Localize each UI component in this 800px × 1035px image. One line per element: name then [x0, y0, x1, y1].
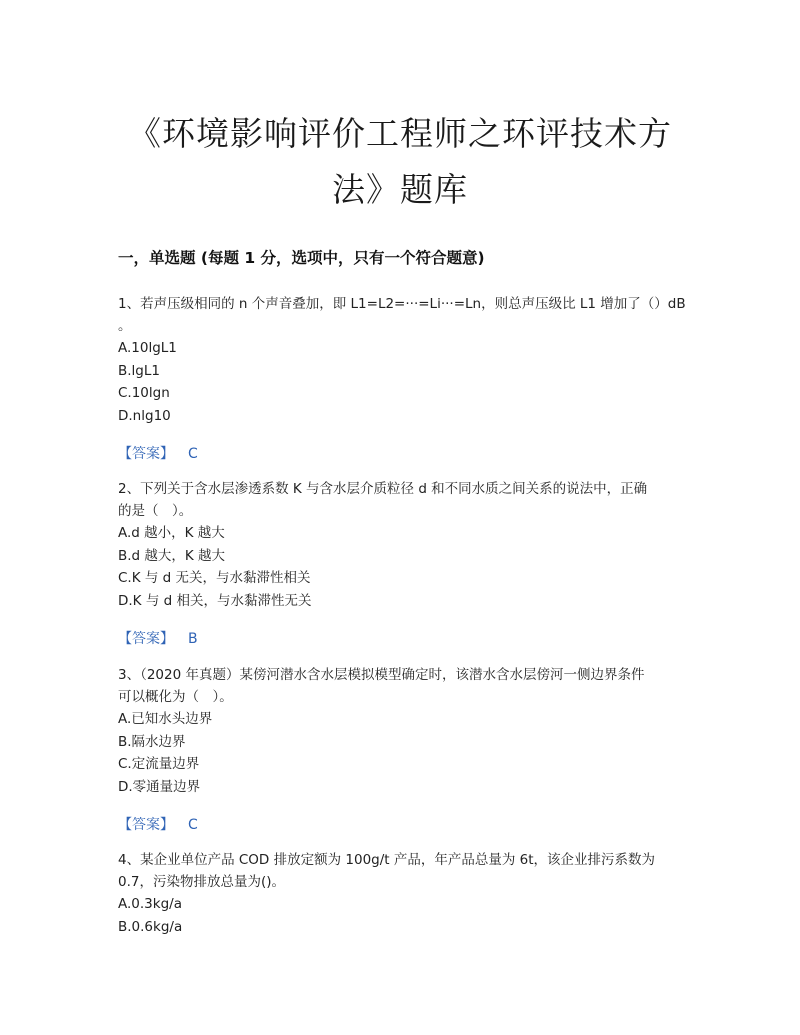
answer-value: B	[188, 631, 198, 647]
question-4	[118, 849, 686, 938]
answer-label: 【答案】	[118, 631, 174, 647]
section-heading: 一，单选题 (每题 1 分，选项中，只有一个符合题意)	[118, 249, 485, 267]
question-1	[118, 293, 686, 427]
question-text-line: 1、若声压级相同的 n 个声音叠加，即 L1=L2=···=Li···=Ln，则总声压级比 L1 增加了（）dB	[118, 296, 686, 312]
document-title-line-2: 法》题库	[332, 170, 468, 209]
answer-2	[118, 628, 198, 648]
option-b: B.0.6kg/a	[118, 918, 183, 935]
option-a: A.d 越小，K 越大	[118, 525, 225, 541]
question-text-line: 3、（2020 年真题）某傍河潜水含水层模拟模型确定时，该潜水含水层傍河一侧边界条件	[118, 667, 645, 683]
answer-value: C	[188, 817, 198, 833]
question-text-line: 2、下列关于含水层渗透系数 K 与含水层介质粒径 d 和不同水质之间关系的说法中，正确	[118, 481, 648, 497]
question-2	[118, 478, 686, 612]
option-a: A.0.3kg/a	[118, 896, 182, 912]
option-d: D.K 与 d 相关，与水黏滞性无关	[118, 592, 312, 609]
option-d: D.零通量边界	[118, 778, 201, 795]
question-3	[118, 664, 686, 798]
question-text-line: 。	[118, 318, 132, 334]
question-text-line: 4、某企业单位产品 COD 排放定额为 100g/t 产品，年产品总量为 6t，该企业排污系数为	[118, 852, 656, 868]
answer-1	[118, 443, 198, 463]
option-b: B.隔水边界	[118, 733, 186, 750]
option-c: C.K 与 d 无关，与水黏滞性相关	[118, 570, 311, 586]
answer-3	[118, 814, 198, 834]
question-text-line: 可以概化为（ ）。	[118, 689, 233, 705]
question-text-line: 的是（ ）。	[118, 503, 193, 519]
option-d: D.nlg10	[118, 407, 171, 424]
document-title-line-1: 《环境影响评价工程师之环评技术方	[128, 114, 672, 153]
option-b: B.d 越大，K 越大	[118, 547, 226, 564]
question-text-line: 0.7，污染物排放总量为()。	[118, 874, 286, 890]
option-c: C.定流量边界	[118, 756, 200, 772]
document-title	[100, 106, 700, 218]
option-a: A.已知水头边界	[118, 711, 213, 727]
option-c: C.10lgn	[118, 385, 170, 401]
answer-value: C	[188, 446, 198, 462]
option-b: B.lgL1	[118, 362, 160, 379]
option-a: A.10lgL1	[118, 340, 177, 356]
answer-label: 【答案】	[118, 817, 174, 833]
answer-label: 【答案】	[118, 446, 174, 462]
